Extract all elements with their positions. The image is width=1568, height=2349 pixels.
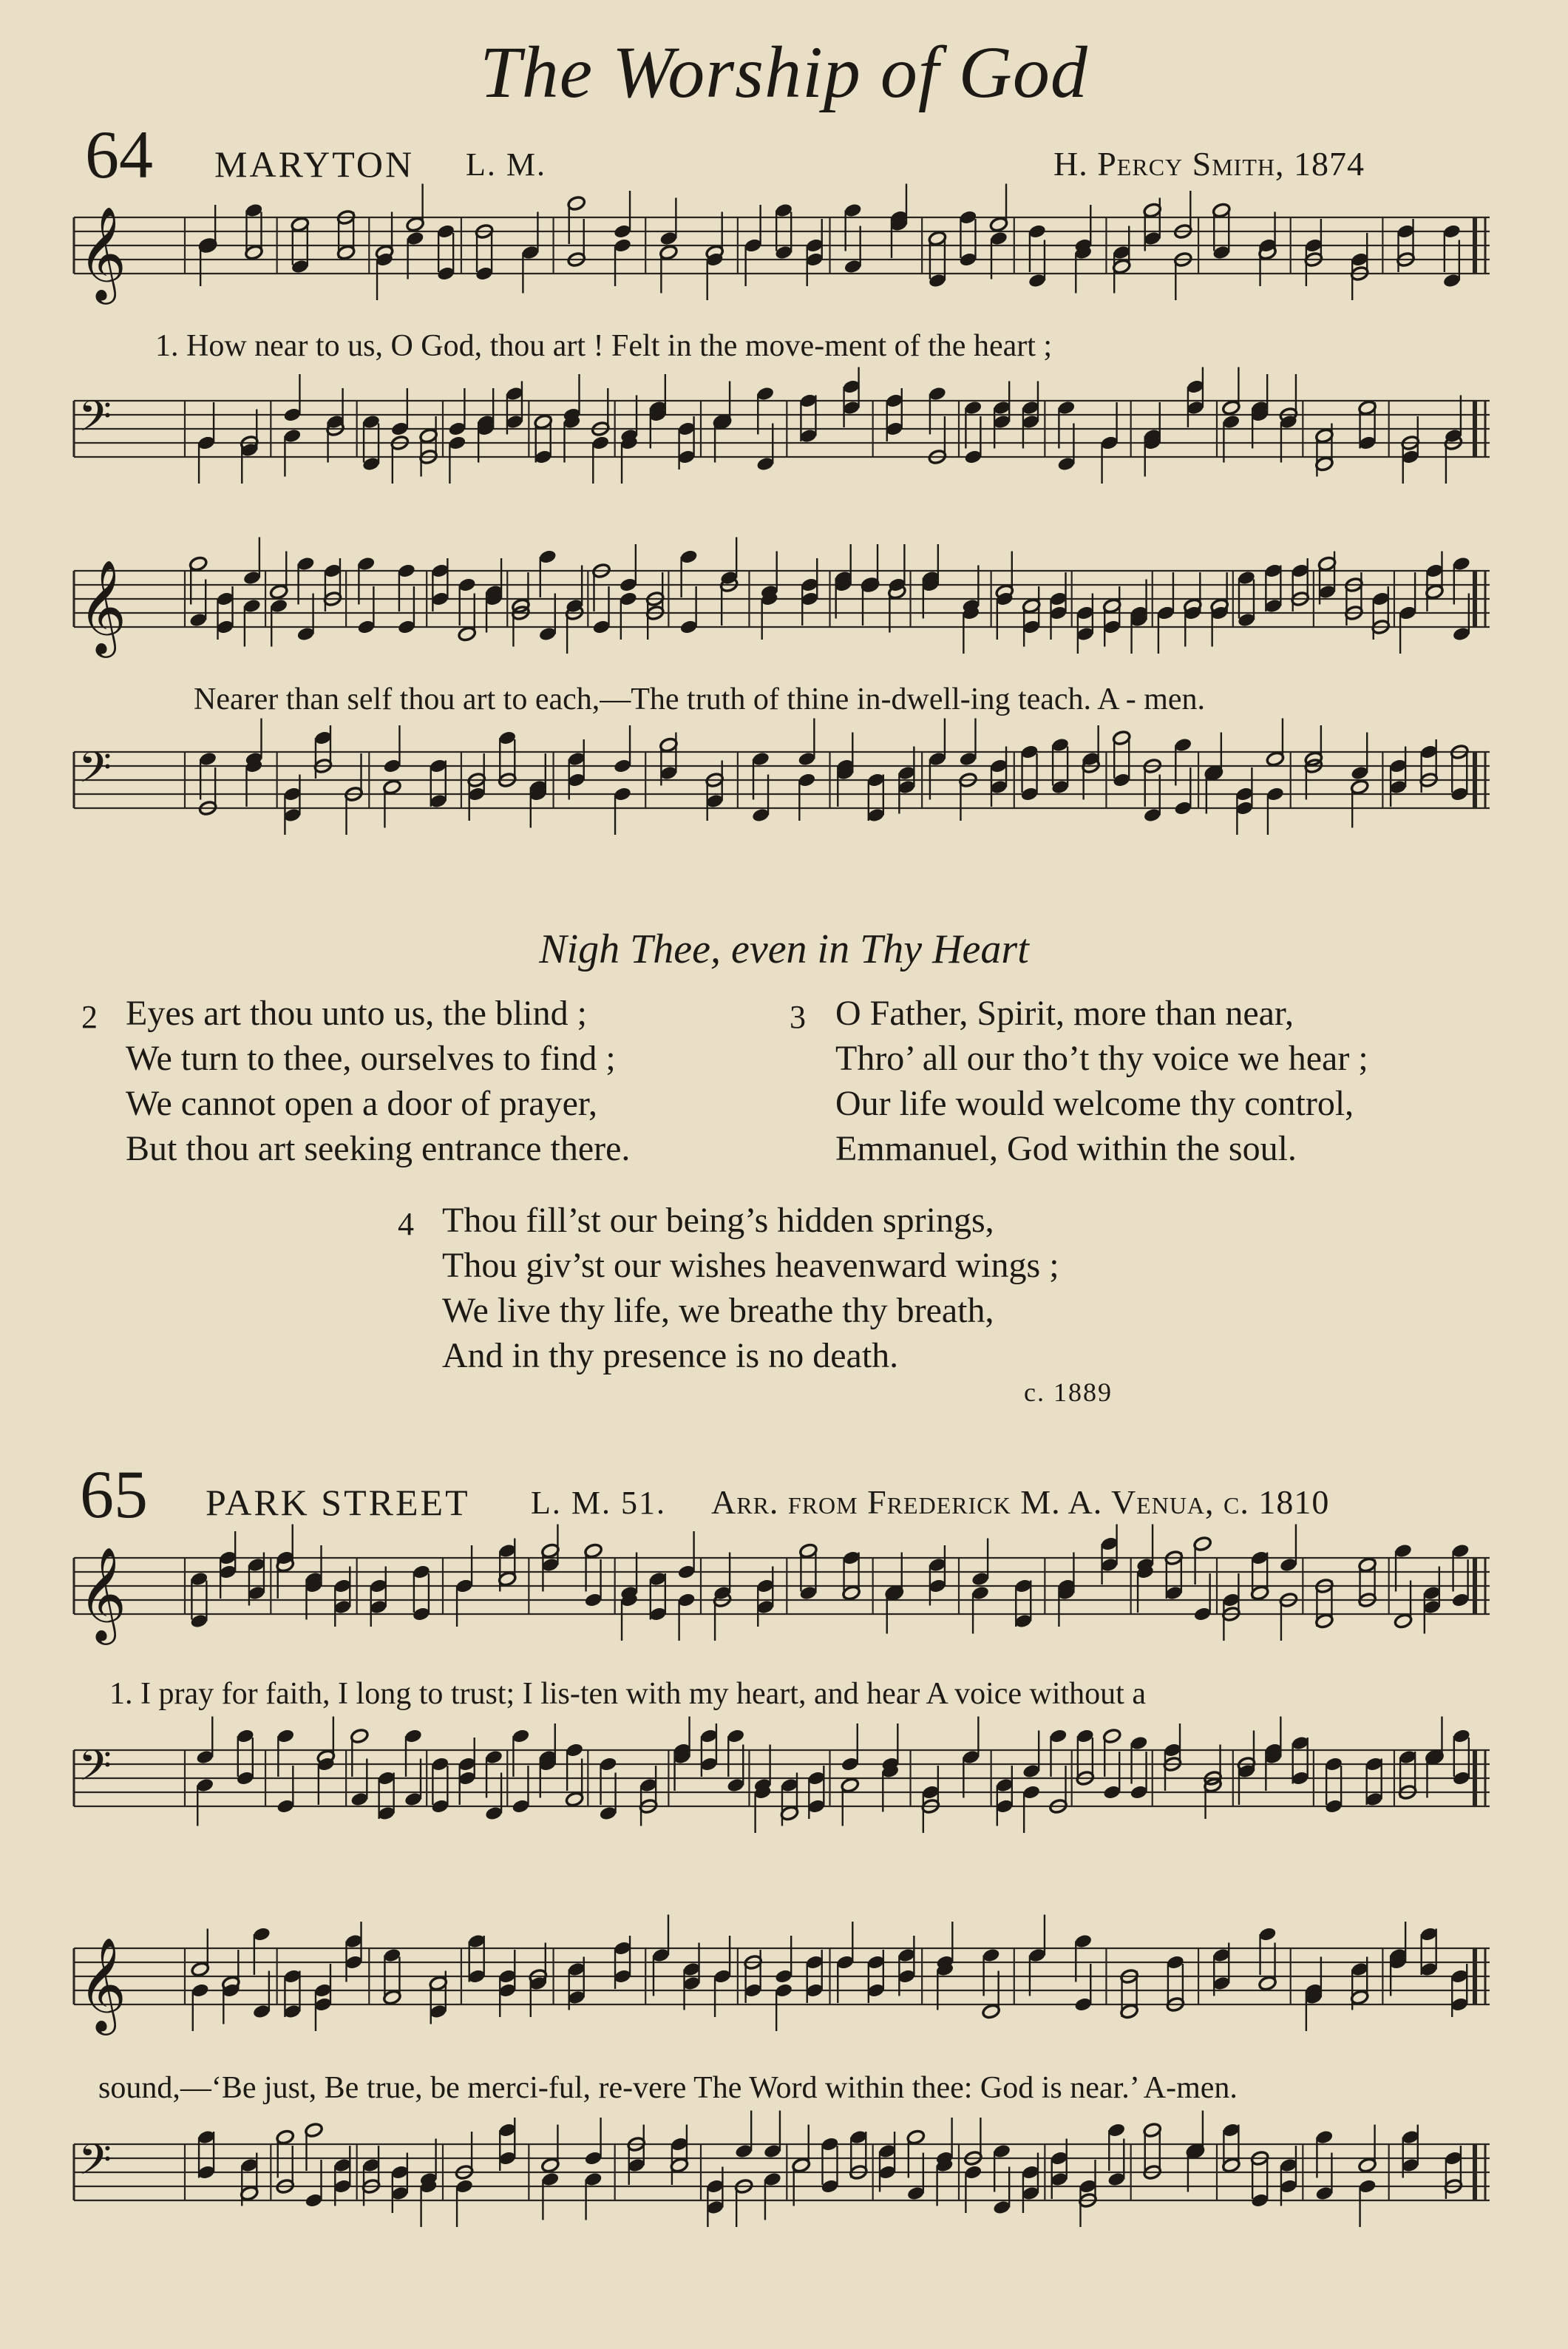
music-system-2-bass bbox=[74, 736, 1490, 847]
stanza-line: Thou fill’st our being’s hidden springs, bbox=[442, 1201, 994, 1240]
treble-clef-icon: 𝄞 bbox=[78, 559, 127, 654]
music-system-4-bass bbox=[74, 2128, 1490, 2239]
hymn-subtitle: Nigh Thee, even in Thy Heart bbox=[539, 926, 1029, 972]
hymn-number: 64 bbox=[85, 117, 153, 192]
meter: L. M. bbox=[466, 146, 546, 183]
lyrics-line: Nearer than self thou art to each,—The truth of thine in-dwell-ing teach. A - men. bbox=[194, 682, 1206, 716]
music-system-4-treble bbox=[74, 1932, 1490, 2043]
treble-clef-icon: 𝄞 bbox=[78, 206, 127, 300]
page-title: The Worship of God bbox=[480, 31, 1088, 113]
stanza bbox=[835, 991, 1368, 1171]
stanza-line: Thro’ all our tho’t thy voice we hear ; bbox=[835, 1039, 1368, 1078]
stanza-line: Emmanuel, God within the soul. bbox=[835, 1129, 1297, 1168]
music-system-1-treble bbox=[74, 201, 1490, 312]
bass-clef-icon: 𝄢 bbox=[78, 2135, 112, 2195]
stanza-line: And in thy presence is no death. bbox=[442, 1336, 899, 1375]
stanza-line: We cannot open a door of prayer, bbox=[126, 1084, 597, 1123]
stanza-number: 4 bbox=[398, 1206, 414, 1242]
stanza-line: Our life would welcome thy control, bbox=[835, 1084, 1354, 1123]
stanza-number: 3 bbox=[790, 999, 806, 1035]
bass-clef-icon: 𝄢 bbox=[78, 1740, 112, 1801]
treble-clef-icon: 𝄞 bbox=[78, 1936, 127, 2031]
lyrics-line: 1. I pray for faith, I long to trust; I lis-ten with my heart, and hear A voice without a bbox=[109, 1677, 1146, 1711]
treble-clef-icon: 𝄞 bbox=[78, 1546, 127, 1641]
music-system-1-bass bbox=[74, 384, 1490, 495]
bass-clef-icon: 𝄢 bbox=[78, 742, 112, 803]
stanza-line: But thou art seeking entrance there. bbox=[126, 1129, 631, 1168]
stanza-line: We live thy life, we breathe thy breath, bbox=[442, 1291, 994, 1330]
meter: L. M. 51. bbox=[531, 1485, 666, 1521]
lyrics-line: 1. How near to us, O God, thou art ! Felt in the move-ment of the heart ; bbox=[155, 329, 1053, 363]
stanza-line: Thou giv’st our wishes heavenward wings ; bbox=[442, 1246, 1059, 1285]
stanza bbox=[442, 1198, 1059, 1378]
composer-credit: Arr. from Frederick M. A. Venua, c. 1810 bbox=[711, 1483, 1330, 1521]
stanza bbox=[126, 991, 630, 1171]
tune-name: MARYTON bbox=[214, 143, 415, 185]
lyrics-line: sound,—‘Be just, Be true, be merci-ful, re-vere The Word within thee: God is near.’ A-men. bbox=[98, 2071, 1238, 2105]
music-system-2-treble bbox=[74, 555, 1490, 665]
hymn-number: 65 bbox=[80, 1457, 148, 1532]
music-system-3-treble bbox=[74, 1542, 1490, 1653]
stanza-number: 2 bbox=[81, 999, 98, 1035]
date: c. 1889 bbox=[1024, 1377, 1113, 1407]
music-system-3-bass bbox=[74, 1734, 1490, 1845]
bass-clef-icon: 𝄢 bbox=[78, 391, 112, 452]
stanza-line: We turn to thee, ourselves to find ; bbox=[126, 1039, 616, 1078]
tune-name: PARK STREET bbox=[206, 1482, 470, 1523]
stanza-line: Eyes art thou unto us, the blind ; bbox=[126, 994, 587, 1033]
stanza-line: O Father, Spirit, more than near, bbox=[835, 994, 1294, 1033]
composer-credit: H. Percy Smith, 1874 bbox=[1053, 145, 1365, 183]
